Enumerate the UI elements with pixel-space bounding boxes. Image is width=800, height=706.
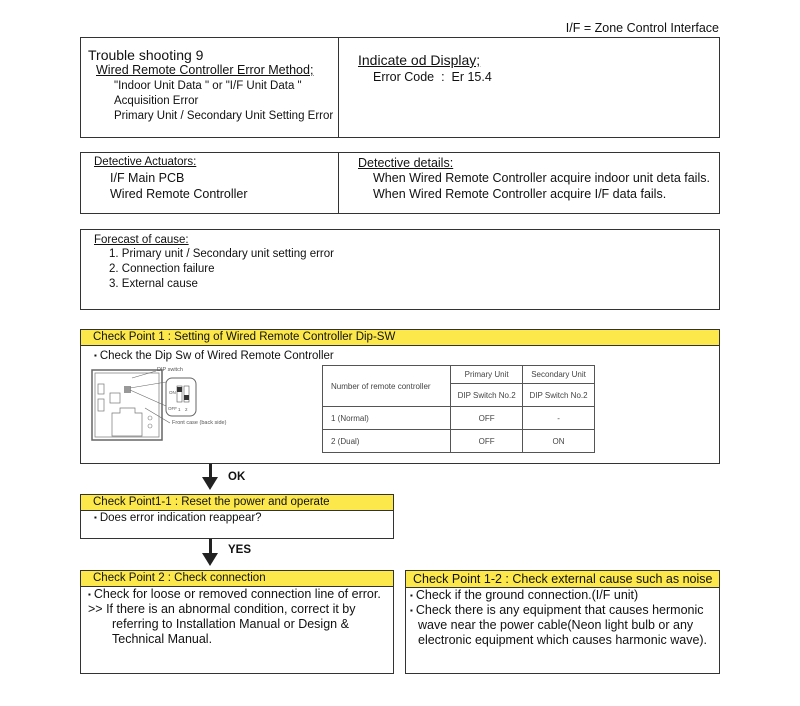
sub-primary-dip: DIP Switch No.2 (451, 384, 523, 407)
front-case-label: Front case (back side) (172, 420, 227, 426)
sub-secondary-dip: DIP Switch No.2 (523, 384, 595, 407)
secondary-value: - (523, 407, 595, 430)
forecast-item: 3. External cause (109, 278, 198, 290)
detail-item: When Wired Remote Controller acquire indoor unit deta fails. (373, 171, 710, 185)
actuators-label: Detective Actuators: (94, 156, 197, 168)
interface-note: I/F = Zone Control Interface (565, 21, 719, 35)
switch-number-2: 2 (185, 407, 188, 412)
row-label: 2 (Dual) (323, 430, 451, 453)
actuator-item: I/F Main PCB (110, 171, 185, 185)
dip-switch-table (322, 365, 595, 453)
col-primary-unit: Primary Unit (451, 366, 523, 384)
check-point-1-2-title: Check Point 1-2 : Check external cause such as noise (406, 571, 719, 588)
header-divider (338, 38, 339, 137)
off-label: OFF (168, 406, 177, 411)
check-point-1-title: Check Point 1 : Setting of Wired Remote Controller Dip-SW (81, 330, 719, 346)
check-point-1-box (80, 329, 720, 464)
col-secondary-unit: Secondary Unit (523, 366, 595, 384)
check-point-2-line-4: Technical Manual. (112, 632, 213, 646)
check-point-1-2-line-2: ▪ Check there is any equipment that causes hermonic (410, 603, 704, 617)
yes-label: YES (228, 544, 252, 556)
flow-arrow-yes-shaft (209, 539, 212, 554)
check-point-1-2-line-1: ▪ Check if the ground connection.(I/F unit) (410, 588, 638, 602)
method-line-3: Primary Unit / Secondary Unit Setting Error (114, 110, 334, 122)
flow-arrow-yes-icon (202, 553, 218, 566)
switch-number-1: 1 (178, 407, 181, 412)
flow-arrow-ok-icon (202, 477, 218, 490)
secondary-value: ON (523, 430, 595, 453)
check-point-1-1-box (80, 494, 394, 539)
check-point-1-2-box (405, 570, 720, 674)
table-row (323, 407, 595, 430)
dip-switch-label: DIP switch (157, 367, 183, 373)
check-point-2-box (80, 570, 394, 674)
error-code: Error Code : Er 15.4 (373, 70, 492, 84)
forecast-item: 2. Connection failure (109, 263, 215, 275)
troubleshooting-title: Trouble shooting 9 (88, 47, 204, 63)
table-row (323, 430, 595, 453)
method-line-1: "Indoor Unit Data " or "I/F Unit Data " (114, 80, 302, 92)
check-point-2-line-3: referring to Installation Manual or Design & (112, 617, 349, 631)
flow-arrow-ok-shaft (209, 464, 212, 478)
check-point-2-line-1: ▪ Check for loose or removed connection line of error. (88, 587, 381, 601)
ok-label: OK (228, 471, 246, 483)
primary-value: OFF (451, 407, 523, 430)
check-point-2-line-2: >> If there is an abnormal condition, correct it by (88, 602, 356, 616)
row-label: 1 (Normal) (323, 407, 451, 430)
details-label: Detective details: (358, 156, 454, 170)
check-point-1-2-line-3: wave near the power cable(Neon light bulb or any (418, 618, 694, 632)
detective-divider (338, 153, 339, 213)
forecast-box (80, 229, 720, 310)
check-point-1-2-line-4: electronic equipment which causes harmonic wave). (418, 633, 708, 647)
check-point-1-1-question: ▪ Does error indication reappear? (94, 512, 262, 524)
actuator-item: Wired Remote Controller (110, 187, 248, 201)
check-point-2-title: Check Point 2 : Check connection (81, 571, 393, 587)
display-label: Indicate od Display; (358, 52, 481, 68)
on-label: ON (169, 390, 176, 395)
detective-box (80, 152, 720, 214)
row-header: Number of remote controller (323, 366, 451, 407)
detail-item: When Wired Remote Controller acquire I/F data fails. (373, 187, 667, 201)
check-point-1-instruction: ▪ Check the Dip Sw of Wired Remote Controller (94, 350, 334, 362)
primary-value: OFF (451, 430, 523, 453)
method-label: Wired Remote Controller Error Method; (96, 63, 314, 77)
forecast-item: 1. Primary unit / Secondary unit setting error (109, 248, 334, 260)
dip-switch-figure (90, 368, 235, 450)
method-line-2: Acquisition Error (114, 95, 199, 107)
check-point-1-1-title: Check Point1-1 : Reset the power and operate (81, 495, 393, 511)
forecast-label: Forecast of cause: (94, 234, 189, 246)
remote-controller-back-illustration (90, 368, 235, 450)
header-box (80, 37, 720, 138)
